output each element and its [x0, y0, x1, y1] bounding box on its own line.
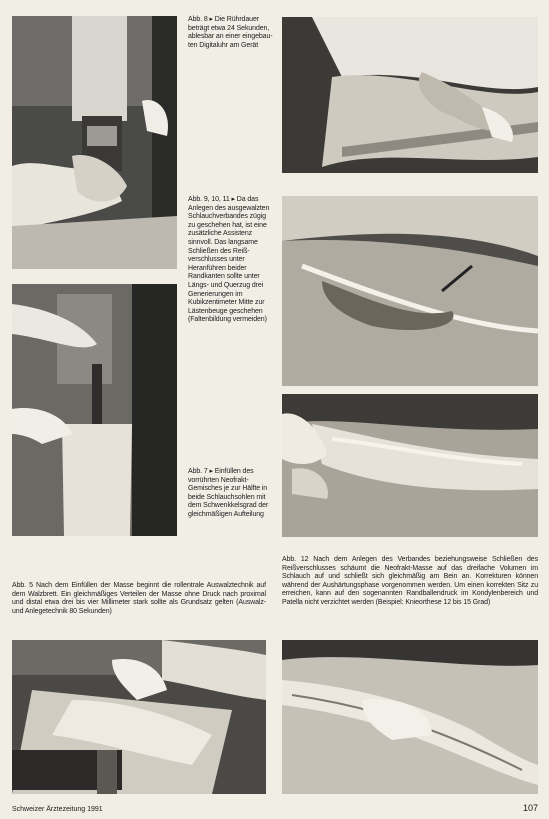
photo-leg-zipper-1: [282, 17, 538, 173]
footer-journal: Schweizer Ärztezeitung 1991: [12, 806, 103, 813]
caption-fig5: Abb. 5 Nach dem Einfüllen der Masse beginnt die rollentrale Auswalztechnik auf dem Walzbrett. Ein gleichmäßiges Verteilen der Masse ohne Druck nach proximal und distal etwa drei bis vier Millimeter stark sollte als Grundsatz gelten (Auswalz- und Anlegetechnik 80 Sekunden): [12, 582, 266, 615]
photo-leg-zipper-3: [282, 394, 538, 537]
caption-fig12: Abb. 12 Nach dem Anlegen des Verbandes beziehungsweise Schließen des Reißverschlusses schäumt die Neofrakt-Masse auf das dreifache Volumen im Schlauch auf und schließt sich gleichmäßig am Bein an. Korrekturen können während der Aushärtungsphase vorgenommen werden. Um einen korrekten Sitz zu erreichen, kann auf den sogenannten Randballendruck im Kondylenbereich und Patella nicht verzichtet werden (Beispiel: Knieorthese 12 bis 15 Grad): [282, 556, 538, 606]
photo-filling-tube: [12, 284, 177, 536]
photo-mixing-device: [12, 16, 177, 269]
caption-fig8: Abb. 8 ▸ Die Rührdauer beträgt etwa 24 Sekunden, ablesbar an einer eingebauten Digitaluhr am Gerät: [188, 16, 273, 49]
caption-fig9-11: Abb. 9, 10, 11 ▸ Da das Anlegen des ausgewalzten Schlauchverbandes zügig zu geschehen hat, ist eine zusätzliche Assistenz sinnvoll. Das langsame Schließen des Reißverschlusses unter Heranführen beider Randkanten sollte unter Längs- und Querzug drei Generierungen im Kubikzentimeter Mitte zur Lästenbeuge geschehen (Faltenbildung vermeiden): [188, 196, 270, 324]
photo-rolling-board: [12, 640, 266, 794]
page-number: 107: [522, 803, 538, 813]
caption-fig7: Abb. 7 ▸ Einfüllen des vorrührten Neofrakt-Gemisches je zur Hälfte in beide Schlauchsohlen mit dem Schwenkkelsgrad der gleichmäßigen Aufteilung: [188, 468, 269, 518]
photo-leg-cast-final: [282, 640, 538, 794]
photo-leg-zipper-2: [282, 196, 538, 386]
